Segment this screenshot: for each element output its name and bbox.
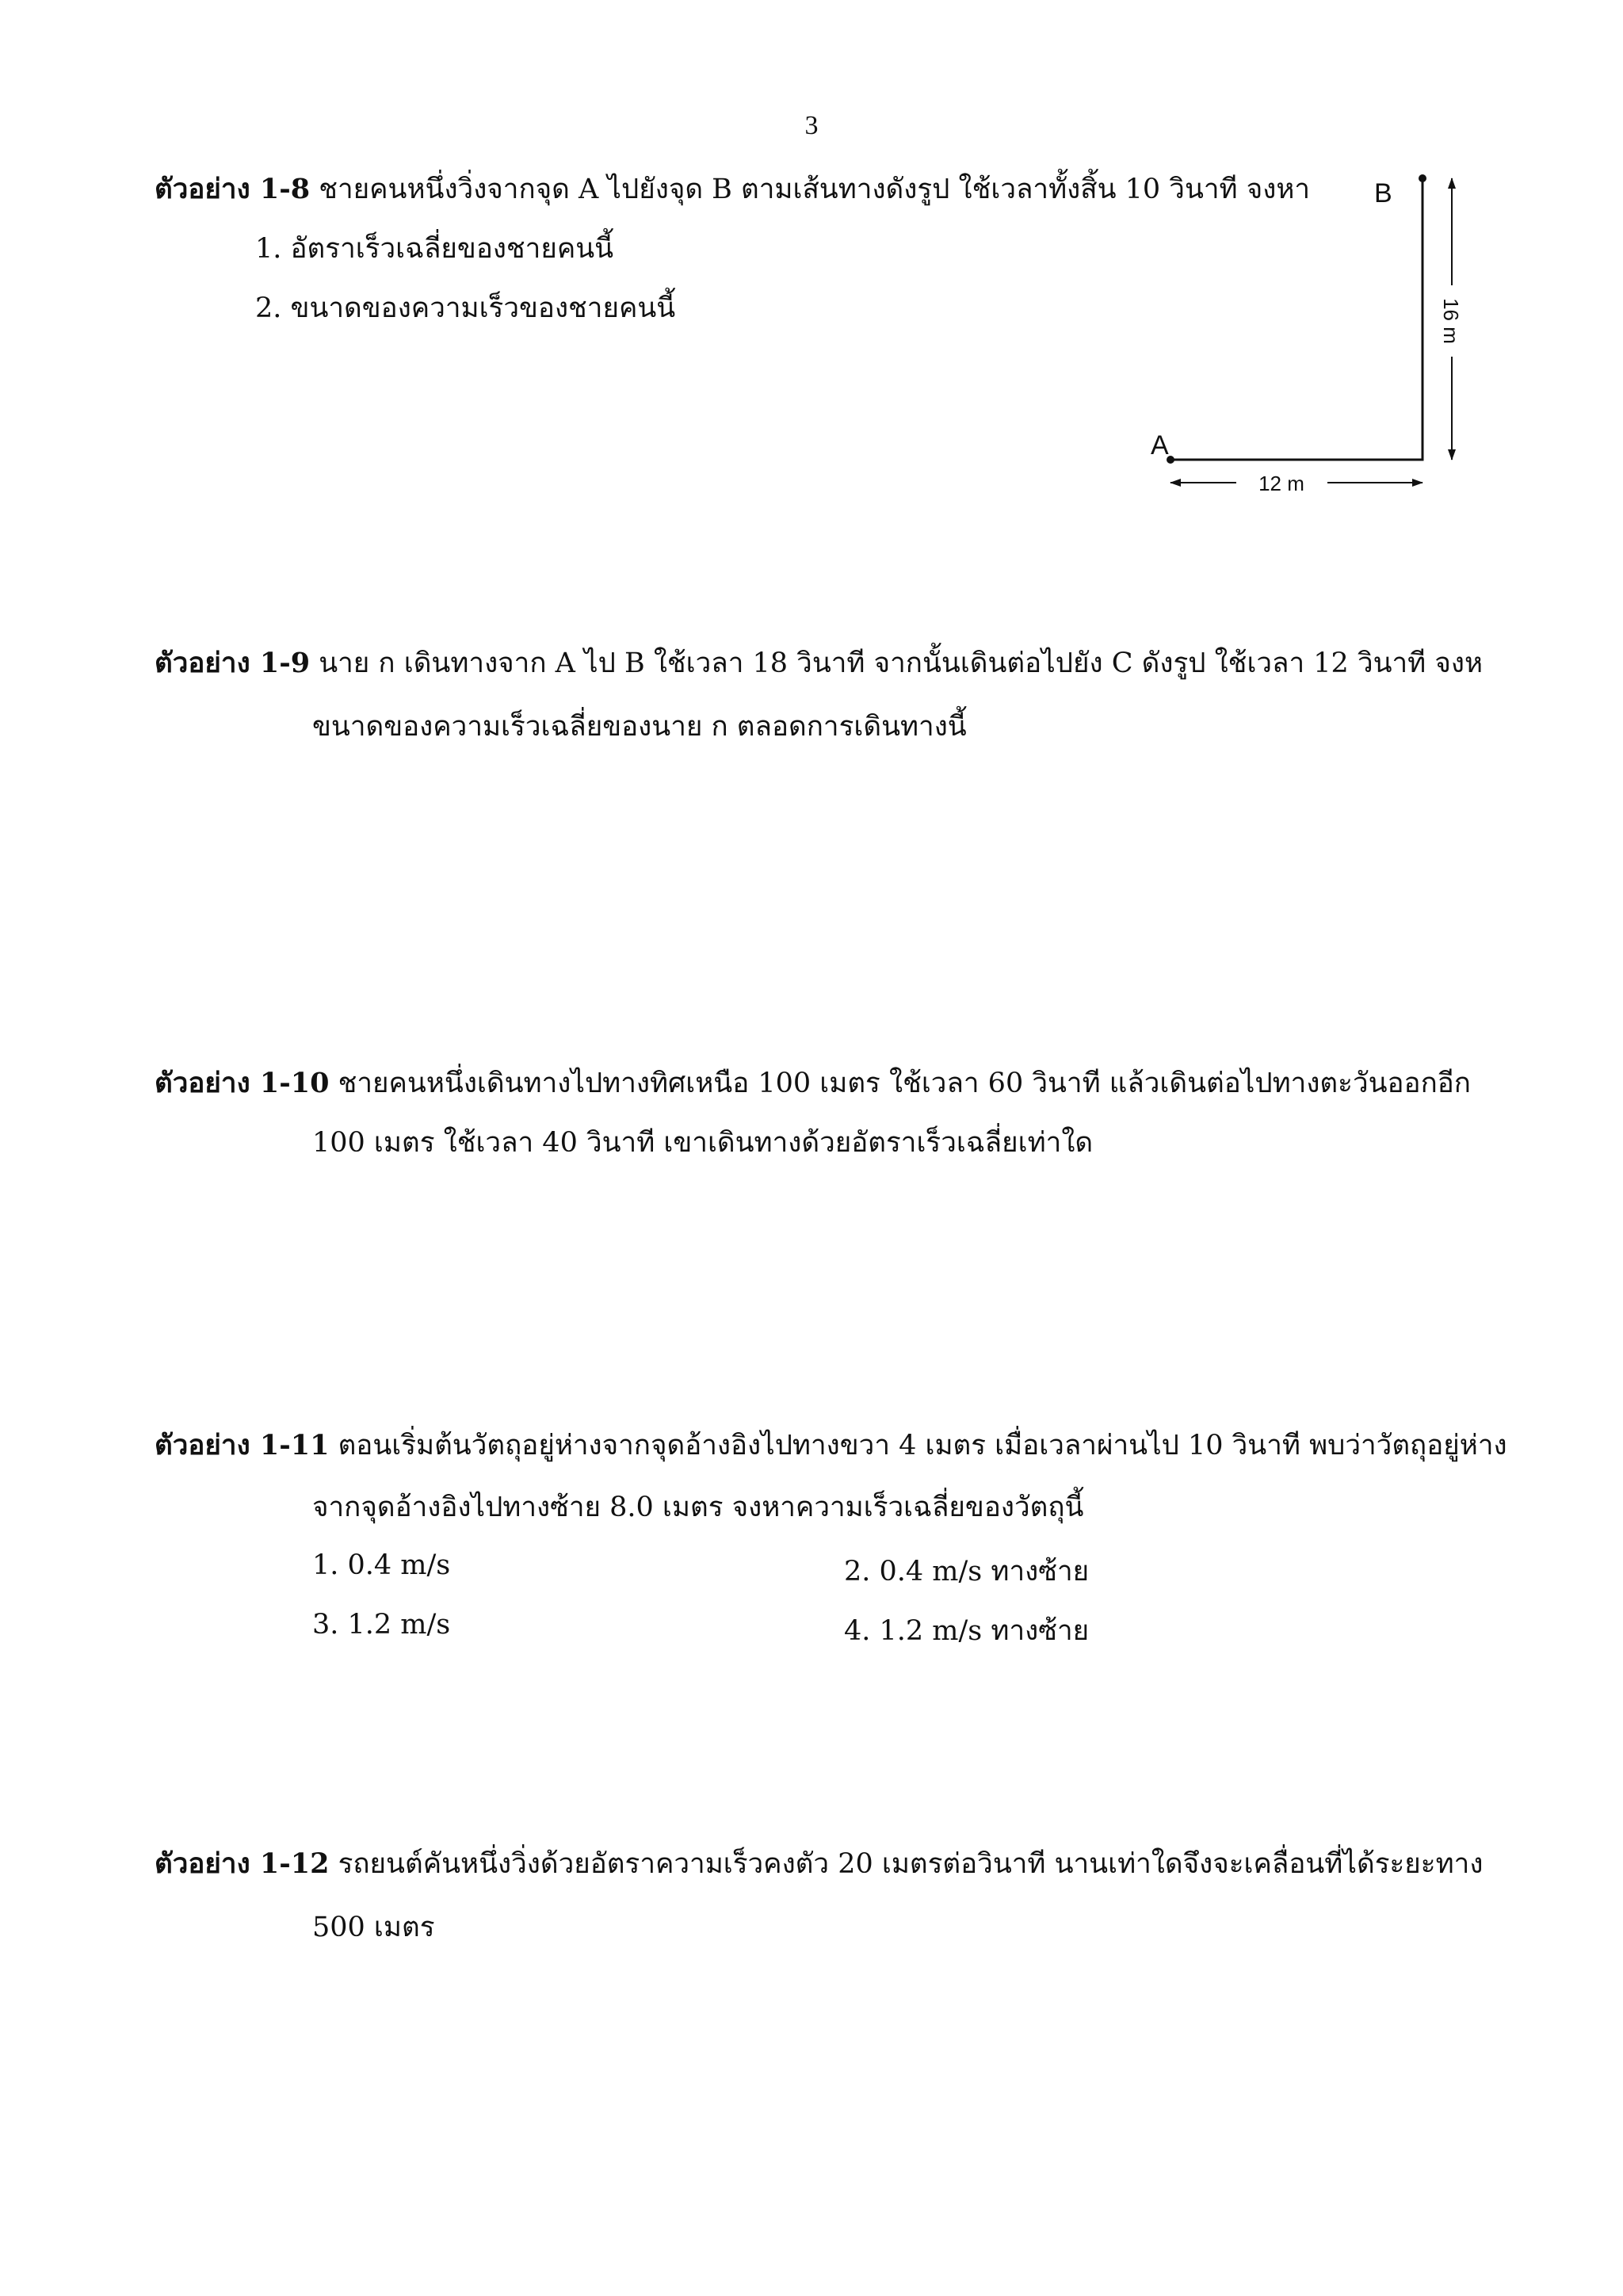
example-1-12-continuation: 500 เมตร — [312, 1912, 435, 1943]
example-1-11-choice-3: 3. 1.2 m/s — [312, 1609, 451, 1641]
example-1-11-choice-1: 1. 0.4 m/s — [312, 1549, 451, 1581]
example-1-11-text: ตอนเริ่มต้นวัตถุอยู่ห่างจากจุดอ้างอิงไปทางขวา 4 เมตร เมื่อเวลาผ่านไป 10 วินาที พบว่าวัตถุอยู่ห่าง — [329, 1430, 1507, 1461]
example-1-10-question — [155, 1066, 1471, 1101]
example-1-8-label: ตัวอย่าง 1-8 — [155, 173, 311, 205]
path-diagram — [1125, 162, 1490, 511]
page-number: 3 — [804, 111, 819, 140]
example-1-8-item-2: 2. ขนาดของความเร็วของชายคนนี้ — [255, 292, 676, 324]
point-b-label: B — [1374, 178, 1392, 208]
example-1-11-label: ตัวอย่าง 1-11 — [155, 1429, 330, 1461]
example-1-8-item-1: 1. อัตราเร็วเฉลี่ยของชายคนนี้ — [255, 233, 614, 265]
example-1-8-text: ชายคนหนึ่งวิ่งจากจุด A ไปยังจุด B ตามเส้นทางดังรูป ใช้เวลาทั้งสิ้น 10 วินาที จงหา — [310, 174, 1311, 205]
example-1-12-label: ตัวอย่าง 1-12 — [155, 1847, 330, 1880]
example-1-10-continuation: 100 เมตร ใช้เวลา 40 วินาที เขาเดินทางด้วยอัตราเร็วเฉลี่ยเท่าใด — [312, 1127, 1094, 1159]
example-1-12-question — [155, 1847, 1483, 1881]
example-1-9-text: นาย ก เดินทางจาก A ไป B ใช้เวลา 18 วินาที จากนั้นเดินต่อไปยัง C ดังรูป ใช้เวลา 12 วินาที จงห — [310, 648, 1484, 679]
example-1-9-question — [155, 646, 1483, 681]
example-1-9-label: ตัวอย่าง 1-9 — [155, 647, 311, 679]
point-b-dot — [1419, 174, 1426, 182]
horizontal-dimension-label: 12 m — [1258, 472, 1304, 495]
vertical-dimension-label: 16 m — [1439, 298, 1463, 344]
example-1-12-text: รถยนต์คันหนึ่งวิ่งด้วยอัตราความเร็วคงตัว 20 เมตรต่อวินาที นานเท่าใดจึงจะเคลื่อนที่ได้ระยะทาง — [329, 1848, 1484, 1880]
example-1-11-choice-4: 4. 1.2 m/s ทางซ้าย — [844, 1615, 1090, 1647]
example-1-10-text: ชายคนหนึ่งเดินทางไปทางทิศเหนือ 100 เมตร ใช้เวลา 60 วินาที แล้วเดินต่อไปทางตะวันออกอีก — [329, 1068, 1471, 1099]
walking-path — [1170, 178, 1423, 460]
point-a-label: A — [1151, 430, 1169, 460]
example-1-11-choice-2: 2. 0.4 m/s ทางซ้าย — [844, 1556, 1090, 1587]
example-1-10-label: ตัวอย่าง 1-10 — [155, 1067, 330, 1099]
example-1-11-question — [155, 1428, 1507, 1463]
example-1-9-continuation: ขนาดของความเร็วเฉลี่ยของนาย ก ตลอดการเดินทางนี้ — [312, 711, 967, 743]
example-1-11-continuation: จากจุดอ้างอิงไปทางซ้าย 8.0 เมตร จงหาความเร็วเฉลี่ยของวัตถุนี้ — [312, 1492, 1084, 1523]
